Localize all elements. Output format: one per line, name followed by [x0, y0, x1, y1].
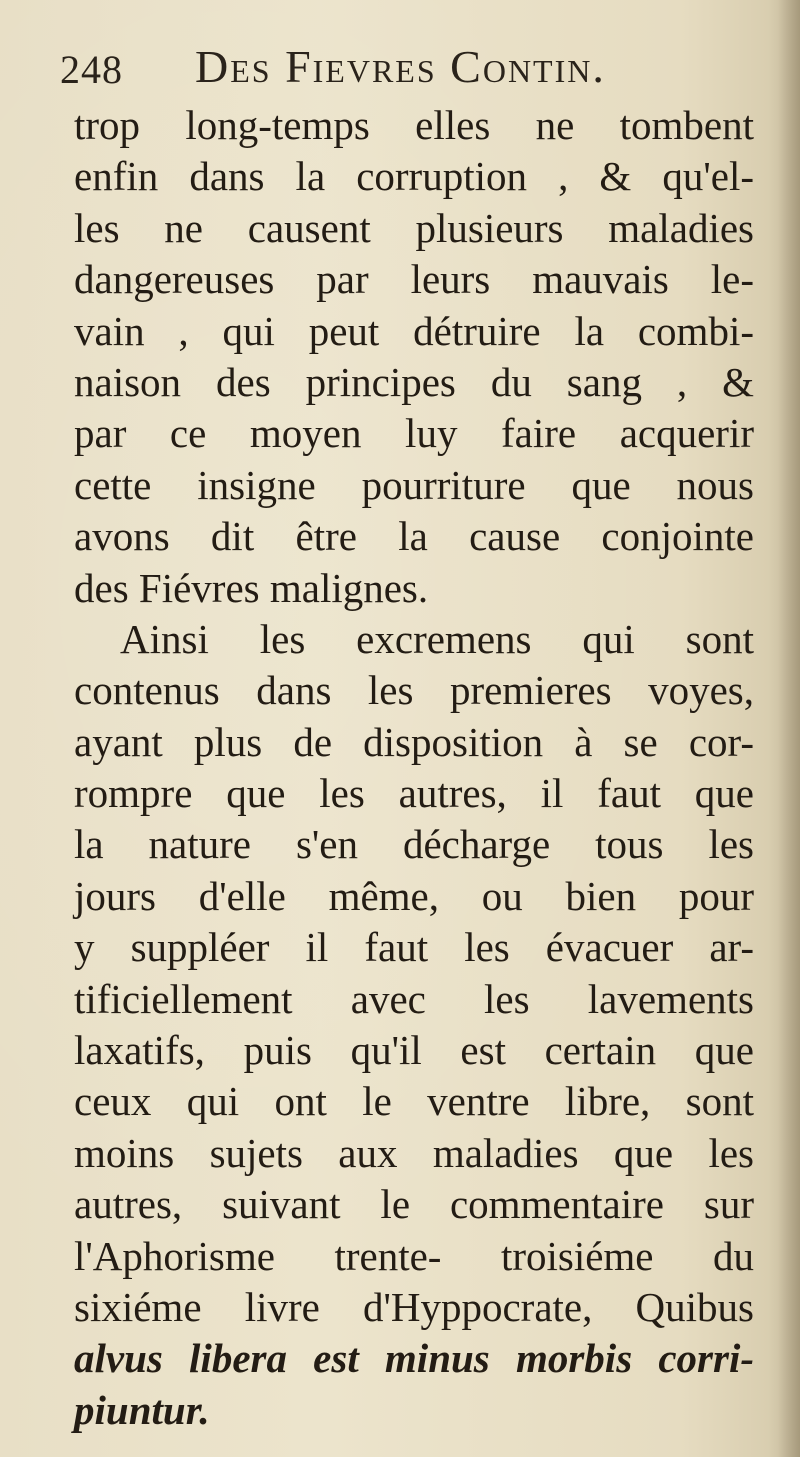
- text-line-8: cette insigne pourriture que nous: [74, 461, 754, 508]
- text-line-24: sixiéme livre d'Hyppocrate, Quibus: [74, 1283, 754, 1330]
- text-line-17: y suppléer il faut les évacuer ar-: [74, 924, 754, 971]
- text-line-26: piuntur.: [74, 1386, 210, 1433]
- text-line-12: contenus dans les premieres voyes,: [74, 667, 754, 714]
- text-line-6: naison des principes du sang , &: [74, 358, 754, 405]
- text-line-20: ceux qui ont le ventre libre, sont: [74, 1078, 754, 1125]
- text-line-1: trop long-temps elles ne tombent: [74, 102, 754, 148]
- text-line-3: les ne causent plusieurs maladies: [74, 204, 754, 251]
- body-text: [74, 100, 754, 1436]
- text-line-19: laxatifs, puis qu'il est certain que: [74, 1027, 754, 1074]
- text-line-2: enfin dans la corruption , & qu'el-: [74, 153, 754, 200]
- text-line-25: alvus libera est minus morbis corri-: [74, 1335, 754, 1382]
- text-line-21: moins sujets aux maladies que les: [74, 1129, 754, 1176]
- text-line-23: l'Aphorisme trente- troisiéme du: [74, 1232, 754, 1279]
- text-line-7: par ce moyen luy faire acquerir: [74, 410, 754, 457]
- text-line-4: dangereuses par leurs mauvais le-: [74, 256, 754, 303]
- text-line-13: ayant plus de disposition à se cor-: [74, 718, 754, 765]
- text-line-18: tificiellement avec les lavements: [74, 975, 754, 1022]
- text-line-5: vain , qui peut détruire la combi-: [74, 307, 754, 354]
- page-edge-shadow: [778, 0, 800, 1457]
- running-title: Des Fievres Contin.: [195, 41, 606, 92]
- text-line-15: la nature s'en décharge tous les: [74, 821, 754, 868]
- text-line-14: rompre que les autres, il faut que: [74, 770, 754, 817]
- text-line-9: avons dit être la cause conjointe: [74, 513, 754, 560]
- page-number: 248: [60, 47, 123, 92]
- page-header: [60, 40, 750, 102]
- text-line-11: Ainsi les excremens qui sont: [120, 615, 754, 662]
- text-line-22: autres, suivant le commentaire sur: [74, 1181, 754, 1228]
- text-line-10: des Fiévres malignes.: [74, 564, 429, 611]
- text-line-16: jours d'elle même, ou bien pour: [74, 872, 754, 919]
